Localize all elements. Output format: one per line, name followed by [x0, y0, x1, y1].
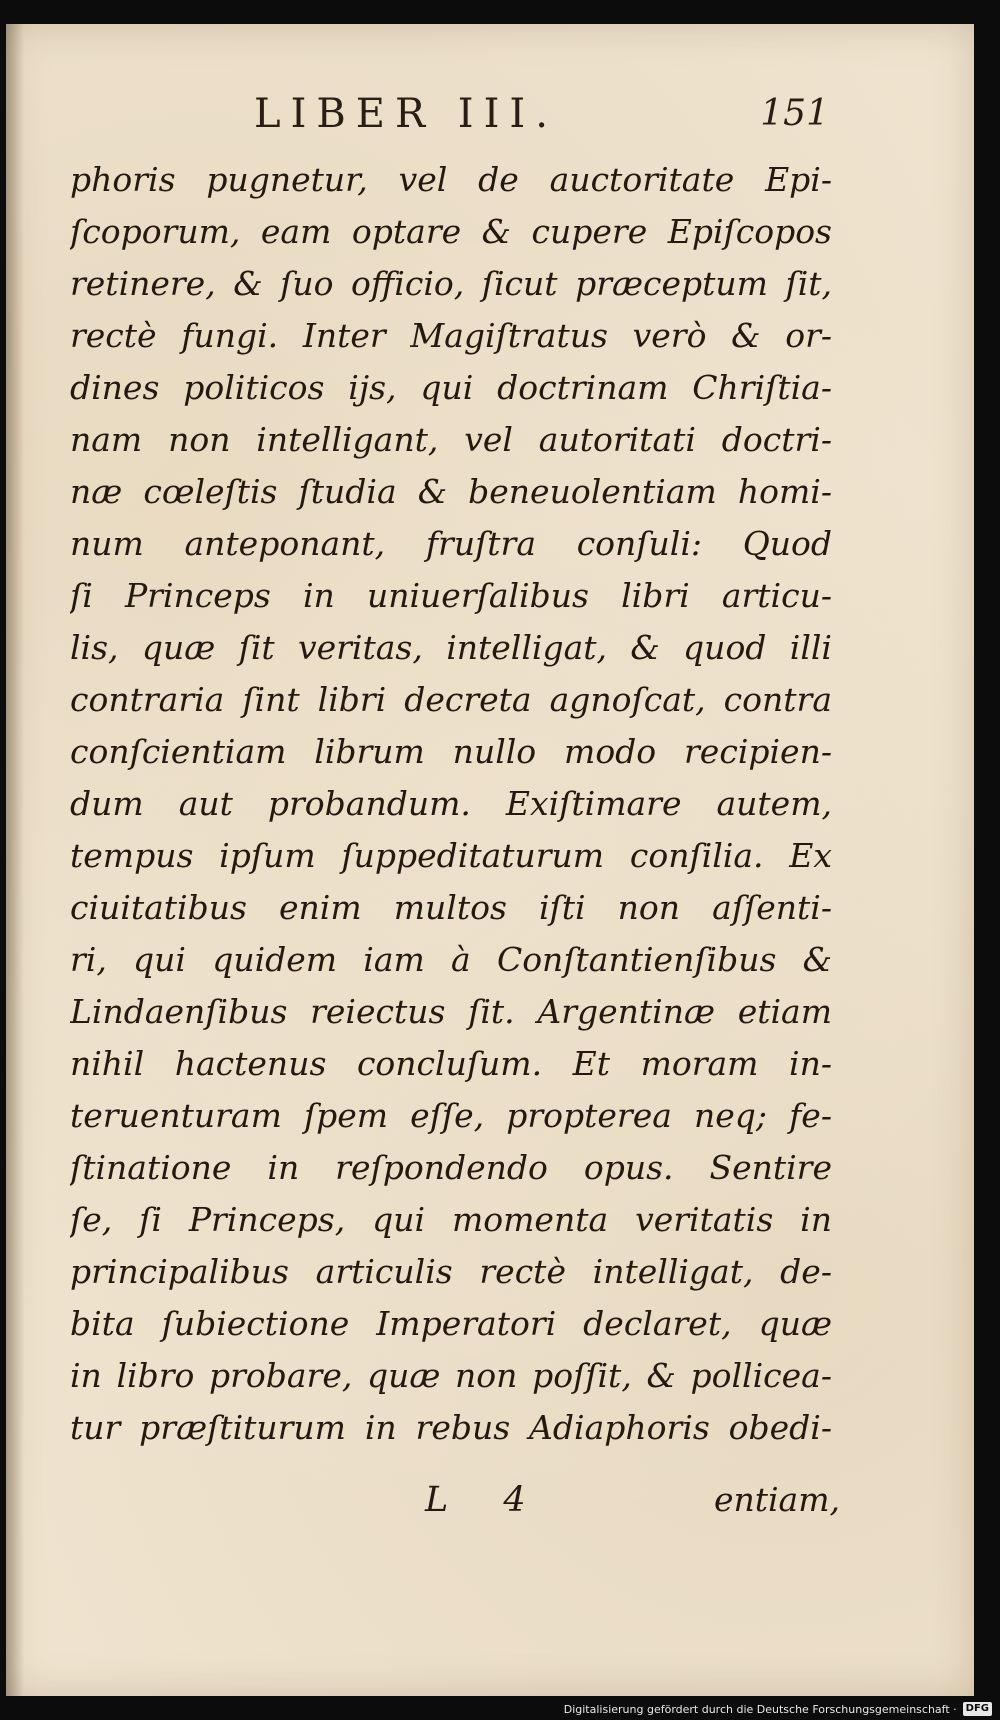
text-line: Lindaenſibus reiectus ſit. Argentinæ etiam — [70, 992, 832, 1031]
text-line: num anteponant, fruſtra conſuli: Quod — [70, 524, 832, 563]
text-line: contraria ſint libri decreta agnoſcat, contra — [70, 680, 832, 719]
footer-credit: Digitalisierung gefördert durch die Deutsche Forschungsgemeinschaft · — [563, 1702, 957, 1716]
running-head-title: LIBER III. — [254, 91, 558, 137]
text-line: ſi Princeps in uniuerſalibus libri articu- — [70, 576, 832, 615]
text-line: ri, qui quidem iam à Conſtantienſibus & — [70, 940, 832, 979]
text-line: ſe, ſi Princeps, qui momenta veritatis in — [70, 1200, 832, 1239]
signature-mark: L 4 — [425, 1480, 548, 1520]
digitization-footer — [564, 1700, 992, 1718]
running-head — [6, 84, 974, 144]
text-line: ciuitatibus enim multos iſti non aſſenti- — [70, 888, 832, 927]
text-line: in libro probare, quæ non poſſit, & pollicea- — [70, 1356, 832, 1395]
signature-row — [70, 1474, 840, 1526]
text-line: nam non intelligant, vel autoritati doctri- — [70, 420, 832, 459]
catchword: entiam, — [713, 1480, 840, 1519]
text-line: dum aut probandum. Exiſtimare autem, — [70, 784, 832, 823]
text-line: bita ſubiectione Imperatori declaret, quæ — [70, 1304, 832, 1343]
text-line: dines politicos ijs, qui doctrinam Chriſtia- — [70, 368, 832, 407]
text-line: nihil hactenus concluſum. Et moram in- — [70, 1044, 832, 1083]
text-line: retinere, & ſuo officio, ſicut præceptum ſit, — [70, 264, 832, 303]
book-page — [6, 24, 974, 1696]
body-text — [70, 154, 832, 1454]
text-line: lis, quæ ſit veritas, intelligat, & quod illi — [70, 628, 832, 667]
text-line: ſcoporum, eam optare & cupere Epiſcopos — [70, 212, 832, 251]
text-line: rectè fungi. Inter Magiſtratus verò & or- — [70, 316, 832, 355]
text-line: phoris pugnetur, vel de auctoritate Epi- — [70, 160, 832, 199]
text-line: principalibus articulis rectè intelligat, de- — [70, 1252, 832, 1291]
page-number: 151 — [760, 93, 829, 134]
text-line: tempus ipſum ſuppeditaturum conſilia. Ex — [70, 836, 832, 875]
text-line: næ cœleſtis ſtudia & beneuolentiam homi- — [70, 472, 832, 511]
text-line: teruenturam ſpem eſſe, propterea neq; fe- — [70, 1096, 832, 1135]
text-line: conſcientiam librum nullo modo recipien- — [70, 732, 832, 771]
text-line: ſtinatione in reſpondendo opus. Sentire — [70, 1148, 832, 1187]
text-line: tur præſtiturum in rebus Adiaphoris obedi- — [70, 1408, 832, 1447]
dfg-logo-icon: DFG — [963, 1702, 992, 1716]
